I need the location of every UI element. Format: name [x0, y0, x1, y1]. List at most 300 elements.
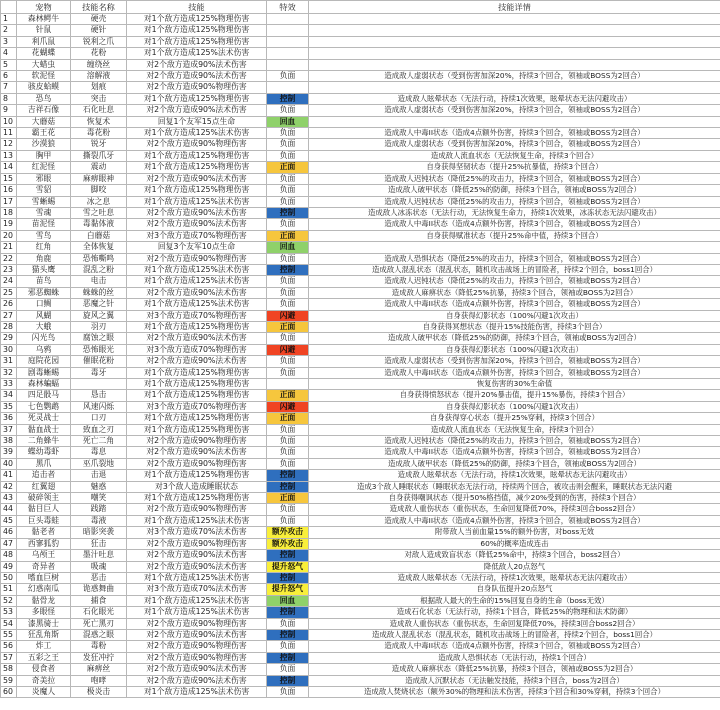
skill-name: 致血之刃 — [71, 424, 127, 435]
row-number: 43 — [1, 493, 17, 504]
row-number: 2 — [1, 25, 17, 36]
pet-name: 森林鳄牛 — [17, 14, 71, 25]
effect-tag — [267, 59, 309, 70]
row-number: 17 — [1, 196, 17, 207]
table-row — [1, 344, 720, 355]
skill-detail: 自身获得幻影状态（100%闪避1次攻击） — [309, 310, 720, 321]
skill-name: 催眠花粉 — [71, 356, 127, 367]
skill-name: 硬针 — [71, 25, 127, 36]
skill-detail: 造成敌人迟钝状态（降低25%的攻击力，持续3个回合，领袖或BOSS为2回合） — [309, 196, 720, 207]
skill-name: 混惑之眼 — [71, 629, 127, 640]
table-row — [1, 299, 720, 310]
row-number: 15 — [1, 173, 17, 184]
row-number: 5 — [1, 59, 17, 70]
skill-name: 麻痹眼神 — [71, 173, 127, 184]
skill-detail: 对敌人造成致盲状态（降低25%命中，持续3个回合，boss2回合） — [309, 550, 720, 561]
skill-name: 巫爪裂地 — [71, 458, 127, 469]
skill-description: 对2个敌方造成90%法术伤害 — [127, 664, 267, 675]
skill-description: 对1个敌方造成125%物理伤害 — [127, 379, 267, 390]
row-number: 54 — [1, 618, 17, 629]
skill-description: 对1个敌方造成125%法术伤害 — [127, 299, 267, 310]
effect-tag: 负面 — [267, 276, 309, 287]
skill-name: 吸魂 — [71, 561, 127, 572]
row-number: 31 — [1, 356, 17, 367]
pet-name: 乌颅王 — [17, 550, 71, 561]
table-row — [1, 207, 720, 218]
pet-name: 漆黑骑士 — [17, 618, 71, 629]
effect-tag: 回血 — [267, 242, 309, 253]
skill-description: 对2个敌方造成90%物理伤害 — [127, 641, 267, 652]
skill-description: 对1个敌方造成125%物理伤害 — [127, 25, 267, 36]
effect-tag: 负面 — [267, 618, 309, 629]
pet-name: 追击者 — [17, 470, 71, 481]
skill-detail: 造成敌人流血状态（无法恢复生命，持续3个回合） — [309, 424, 720, 435]
effect-tag: 负面 — [267, 664, 309, 675]
table-row — [1, 196, 720, 207]
pet-name: 软泥怪 — [17, 71, 71, 82]
row-number: 30 — [1, 344, 17, 355]
pet-name: 大蛾 — [17, 321, 71, 332]
table-row — [1, 686, 720, 697]
skill-name: 恐怖眼光 — [71, 344, 127, 355]
skill-description: 对1个敌方造成125%法术伤害 — [127, 515, 267, 526]
skill-description: 对2个敌方造成90%法术伤害 — [127, 561, 267, 572]
row-number: 23 — [1, 264, 17, 275]
table-body — [1, 14, 720, 698]
row-number: 22 — [1, 253, 17, 264]
skill-detail: 造成敌人中毒II状态（造成4点额外伤害，持续3个回合，领袖或BOSS为2回合） — [309, 447, 720, 458]
effect-tag: 额外攻击 — [267, 538, 309, 549]
row-number: 28 — [1, 321, 17, 332]
skill-description: 对1个敌方造成125%物理伤害 — [127, 390, 267, 401]
table-row — [1, 105, 720, 116]
skill-description: 对1个敌方造成125%法术伤害 — [127, 128, 267, 139]
row-number: 36 — [1, 413, 17, 424]
effect-tag: 负面 — [267, 686, 309, 697]
effect-tag: 控制 — [267, 481, 309, 492]
skill-description: 对2个敌方造成90%物理伤害 — [127, 436, 267, 447]
pet-name: 口鲷 — [17, 299, 71, 310]
skill-name: 毒花粉 — [71, 128, 127, 139]
table-row — [1, 82, 720, 93]
skill-detail: 造成敌人眩晕状态（无法行动，持续1次效果，眩晕状态无法闪避攻击） — [309, 572, 720, 583]
effect-tag: 控制 — [267, 607, 309, 618]
skill-detail: 造成敌人虚弱状态（受到伤害加深20%，持续3个回合，领袖或BOSS为2回合） — [309, 139, 720, 150]
header-skill: 技能 — [127, 1, 267, 14]
header-detail: 技能详情 — [309, 1, 720, 14]
row-number: 37 — [1, 424, 17, 435]
skill-name: 麻痹丝 — [71, 664, 127, 675]
table-row — [1, 253, 720, 264]
effect-tag: 正面 — [267, 321, 309, 332]
effect-tag: 控制 — [267, 572, 309, 583]
skill-name: 恳击 — [71, 390, 127, 401]
skill-name: 诡惑舞曲 — [71, 584, 127, 595]
skill-name: 划痕 — [71, 82, 127, 93]
skill-detail — [309, 59, 720, 70]
skill-name: 恶击 — [71, 572, 127, 583]
row-number: 7 — [1, 82, 17, 93]
effect-tag: 负面 — [267, 333, 309, 344]
table-row — [1, 401, 720, 412]
pet-name: 五彩之王 — [17, 652, 71, 663]
table-row — [1, 48, 720, 59]
effect-tag: 正面 — [267, 390, 309, 401]
effect-tag: 负面 — [267, 185, 309, 196]
skill-detail: 造成敌人中毒II状态（造成4点额外伤害，持续3个回合，领袖或BOSS为2回合） — [309, 128, 720, 139]
skill-detail: 根据敌人最大的生命的15%回复自身的生命（boss无效） — [309, 595, 720, 606]
skill-detail: 自身队伍提升20点怒气 — [309, 584, 720, 595]
pet-name: 奇美拉 — [17, 675, 71, 686]
table-row — [1, 675, 720, 686]
pet-name: 骷血战士 — [17, 424, 71, 435]
pet-name: 闪光鸟 — [17, 333, 71, 344]
table-row — [1, 584, 720, 595]
effect-tag: 闪避 — [267, 401, 309, 412]
skill-detail: 造成敌人混乱状态（混乱状态，随机攻击战场上的冒险者，持续2个回合，boss1回合） — [309, 264, 720, 275]
row-number: 4 — [1, 48, 17, 59]
table-row — [1, 356, 720, 367]
effect-tag — [267, 48, 309, 59]
skill-name: 旋风之翼 — [71, 310, 127, 321]
pet-name: 炎魔人 — [17, 686, 71, 697]
effect-tag: 负面 — [267, 458, 309, 469]
skill-detail: 造成敌人眩晕状态（无法行动，持续1次效果，眩晕状态无法闪避攻击） — [309, 470, 720, 481]
skill-detail: 自身获得幻影状态（100%闪避1次攻击） — [309, 344, 720, 355]
pet-name: 二角蜂牛 — [17, 436, 71, 447]
table-row — [1, 527, 720, 538]
pet-name: 嗜血巨树 — [17, 572, 71, 583]
skill-description: 对2个敌方造成90%法术伤害 — [127, 59, 267, 70]
skill-description: 对3个敌方造成70%物理伤害 — [127, 401, 267, 412]
skill-description: 对2个敌方造成90%法术伤害 — [127, 629, 267, 640]
skill-description: 对1个敌方造成125%法术伤害 — [127, 572, 267, 583]
pet-name: 苗泥怪 — [17, 219, 71, 230]
pet-name: 幻惑南瓜 — [17, 584, 71, 595]
pet-name: 侵食者 — [17, 664, 71, 675]
row-number: 14 — [1, 162, 17, 173]
skill-name: 雪之吐息 — [71, 207, 127, 218]
table-row — [1, 664, 720, 675]
row-number: 12 — [1, 139, 17, 150]
effect-tag — [267, 379, 309, 390]
skill-name: 嘲笑 — [71, 493, 127, 504]
skill-description: 对2个敌方造成90%法术伤害 — [127, 219, 267, 230]
skill-name: 白蘑菇 — [71, 230, 127, 241]
row-number: 25 — [1, 287, 17, 298]
skill-detail — [309, 25, 720, 36]
pet-name: 红翼翅 — [17, 481, 71, 492]
table-row — [1, 71, 720, 82]
effect-tag: 负面 — [267, 641, 309, 652]
row-number: 38 — [1, 436, 17, 447]
table-row — [1, 515, 720, 526]
row-number: 3 — [1, 36, 17, 47]
skill-name: 毒液 — [71, 515, 127, 526]
header-pet: 宠物 — [17, 1, 71, 14]
effect-tag: 正面 — [267, 493, 309, 504]
skill-detail: 造成敌人恐惧状态（无法行动，持续1个回合） — [309, 652, 720, 663]
skill-detail — [309, 36, 720, 47]
row-number: 32 — [1, 367, 17, 378]
skill-name: 毒粉 — [71, 641, 127, 652]
row-number: 58 — [1, 664, 17, 675]
skill-detail: 自身获得愤怒状态（提升20%暴击值，提升15%暴伤，持续3个回合） — [309, 390, 720, 401]
skill-detail: 造成3个敌人睡眠状态（睡眠状态无法行动，持续两个回合，被攻击则会醒来，睡眠状态无法闪避 — [309, 481, 720, 492]
skill-name: 锐利之爪 — [71, 36, 127, 47]
skill-detail: 造成敌人中毒II状态（造成4点额外伤害，持续3个回合，领袖或BOSS为2回合） — [309, 515, 720, 526]
row-number: 41 — [1, 470, 17, 481]
skill-description: 对1个敌方造成125%物理伤害 — [127, 424, 267, 435]
table-row — [1, 185, 720, 196]
skill-detail: 造成敌人破甲状态（降低25%的防御，持续3个回合，领袖或BOSS为2回合） — [309, 333, 720, 344]
pet-name: 多眼怪 — [17, 607, 71, 618]
pet-name: 巨头毒蛙 — [17, 515, 71, 526]
table-row — [1, 390, 720, 401]
pet-name: 大蜡虫 — [17, 59, 71, 70]
row-number: 10 — [1, 116, 17, 127]
skill-description: 对1个敌方造成125%物理伤害 — [127, 14, 267, 25]
row-number: 9 — [1, 105, 17, 116]
pet-name: 猫头鹰 — [17, 264, 71, 275]
pet-name: 炸工 — [17, 641, 71, 652]
pet-name: 骷骨龙 — [17, 595, 71, 606]
skill-detail: 造成石化状态（无法行动，持续1个回合，降低25%的物理和法术防御） — [309, 607, 720, 618]
effect-tag: 控制 — [267, 93, 309, 104]
skill-detail: 附带敌人当前血量15%的额外伤害，对boss无效 — [309, 527, 720, 538]
skill-name: 腐蚀之眼 — [71, 333, 127, 344]
header-row — [1, 1, 720, 14]
skill-description: 对1个敌方造成125%法术伤害 — [127, 264, 267, 275]
skill-description: 对1个敌方造成125%物理伤害 — [127, 470, 267, 481]
table-row — [1, 116, 720, 127]
table-row — [1, 493, 720, 504]
row-number: 16 — [1, 185, 17, 196]
table-row — [1, 36, 720, 47]
skill-name: 撕裂爪牙 — [71, 150, 127, 161]
effect-tag: 控制 — [267, 675, 309, 686]
skill-name: 暗影突袭 — [71, 527, 127, 538]
table-row — [1, 550, 720, 561]
skill-description: 对1个敌方造成125%物理伤害 — [127, 150, 267, 161]
skill-description: 对2个敌方造成90%物理伤害 — [127, 538, 267, 549]
table-row — [1, 25, 720, 36]
skill-name: 溶解液 — [71, 71, 127, 82]
skill-description: 对1个敌方造成125%法术伤害 — [127, 607, 267, 618]
skill-name: 石化眼光 — [71, 607, 127, 618]
skill-name: 震动 — [71, 162, 127, 173]
table-row — [1, 504, 720, 515]
table-row — [1, 538, 720, 549]
row-number: 45 — [1, 515, 17, 526]
effect-tag: 负面 — [267, 196, 309, 207]
table-row — [1, 128, 720, 139]
skill-detail: 造成敌人冰冻状态（无法行动，无法恢复生命力，持续1次效果，冰冻状态无法闪避攻击） — [309, 207, 720, 218]
row-number: 20 — [1, 230, 17, 241]
pet-name: 沙漠狼 — [17, 139, 71, 150]
skill-description: 对1个敌方造成125%物理伤害 — [127, 36, 267, 47]
pet-name: 大蘑菇 — [17, 116, 71, 127]
skill-name: 石化吐息 — [71, 105, 127, 116]
table-row — [1, 379, 720, 390]
pet-name: 邪眼 — [17, 173, 71, 184]
skill-name: 极炎击 — [71, 686, 127, 697]
skill-description: 对2个敌方造成90%物理伤害 — [127, 458, 267, 469]
skill-name: 魅惑 — [71, 481, 127, 492]
effect-tag: 负面 — [267, 139, 309, 150]
skill-description: 对1个敌方造成125%物理伤害 — [127, 413, 267, 424]
skill-detail: 自身获得坚韧状态（提升25%抗暴值，持续3个回合） — [309, 162, 720, 173]
effect-tag: 负面 — [267, 287, 309, 298]
skill-description: 对2个敌方造成90%物理伤害 — [127, 253, 267, 264]
skill-name: 咆哮 — [71, 675, 127, 686]
row-number: 19 — [1, 219, 17, 230]
table-row — [1, 572, 720, 583]
effect-tag: 正面 — [267, 413, 309, 424]
row-number: 53 — [1, 607, 17, 618]
skill-name: 冰之息 — [71, 196, 127, 207]
effect-tag: 负面 — [267, 504, 309, 515]
effect-tag: 回血 — [267, 116, 309, 127]
table-row — [1, 139, 720, 150]
row-number: 47 — [1, 538, 17, 549]
pet-name: 风蝴 — [17, 310, 71, 321]
row-number: 11 — [1, 128, 17, 139]
skill-name: 恶魔之针 — [71, 299, 127, 310]
skill-detail: 造成敌人重伤状态（重伤状态，生命回复降低70%，持续3回合boss2回合） — [309, 504, 720, 515]
row-number: 21 — [1, 242, 17, 253]
row-number: 34 — [1, 390, 17, 401]
skill-description: 对1个敌方造成125%物理伤害 — [127, 321, 267, 332]
pet-name: 乌鸦 — [17, 344, 71, 355]
skill-detail: 造成敌人破甲状态（降低25%的防御，持续3个回合，领袖或BOSS为2回合） — [309, 185, 720, 196]
skill-description: 对3个敌方造成70%法术伤害 — [127, 527, 267, 538]
table-row — [1, 230, 720, 241]
effect-tag — [267, 36, 309, 47]
pet-name: 雪魂 — [17, 207, 71, 218]
skill-description: 对1个敌方造成125%物理伤害 — [127, 185, 267, 196]
pet-name: 胸甲 — [17, 150, 71, 161]
table-row — [1, 287, 720, 298]
skill-name: 死亡黑刃 — [71, 618, 127, 629]
skill-detail: 造成敌人中毒II状态（造成4点额外伤害，持续3个回合，领袖或BOSS为2回合） — [309, 367, 720, 378]
skill-name: 墨汁吐息 — [71, 550, 127, 561]
skill-detail: 造成敌人麻痹状态（降低25%抗暴，持续3个回合，领袖或BOSS为2回合） — [309, 664, 720, 675]
pet-name: 剧毒蜥蜴 — [17, 367, 71, 378]
skill-description: 对3个敌方造成70%物理伤害 — [127, 344, 267, 355]
table-row — [1, 595, 720, 606]
table-row — [1, 481, 720, 492]
row-number: 48 — [1, 550, 17, 561]
skill-description: 对2个敌方造成90%物理伤害 — [127, 504, 267, 515]
row-number: 44 — [1, 504, 17, 515]
table-row — [1, 641, 720, 652]
skill-name: 花粉 — [71, 48, 127, 59]
skill-name: 毒黏体液 — [71, 219, 127, 230]
skill-description: 对1个敌方造成125%物理伤害 — [127, 93, 267, 104]
row-number: 33 — [1, 379, 17, 390]
skill-detail: 造成敌人重伤状态（重伤状态，生命回复降低70%，持续3回合boss2回合） — [309, 618, 720, 629]
pet-name: 西寥狐豹 — [17, 538, 71, 549]
effect-tag: 负面 — [267, 436, 309, 447]
skill-detail: 自身获得嘲讽状态（提升50%格挡值，减少20%受到的伤害，持续3个回合） — [309, 493, 720, 504]
effect-tag: 正面 — [267, 230, 309, 241]
skill-description: 回复3个友军10点生命 — [127, 242, 267, 253]
skill-name: 毒牙 — [71, 367, 127, 378]
skill-name: 全体恢复 — [71, 242, 127, 253]
skill-description: 对2个敌方造成90%法术伤害 — [127, 173, 267, 184]
table-row — [1, 413, 720, 424]
row-number: 57 — [1, 652, 17, 663]
pet-name: 针鼠 — [17, 25, 71, 36]
skill-description: 对1个敌方造成125%法术伤害 — [127, 686, 267, 697]
pet-name: 骇皮蛤蟆 — [17, 82, 71, 93]
skill-detail: 自身获得冥想状态（提升15%技能伤害，持续3个回合） — [309, 321, 720, 332]
skill-description: 对3个敌方造成70%物理伤害 — [127, 230, 267, 241]
skill-name: 发狂冲拧 — [71, 652, 127, 663]
skill-description: 对2个敌方造成90%法术伤害 — [127, 675, 267, 686]
pet-name: 森林蝙蝠 — [17, 379, 71, 390]
skill-detail: 造成敌人迟钝状态（降低25%的攻击力，持续3个回合，领袖或BOSS为2回合） — [309, 173, 720, 184]
pet-name: 红泥怪 — [17, 162, 71, 173]
header-skill-name: 技能名称 — [71, 1, 127, 14]
effect-tag: 回血 — [267, 595, 309, 606]
row-number: 40 — [1, 458, 17, 469]
pet-name: 骷目巨人 — [17, 504, 71, 515]
effect-tag: 负面 — [267, 105, 309, 116]
skill-detail — [309, 82, 720, 93]
table-row — [1, 458, 720, 469]
skill-description: 对2个敌方造成90%物理伤害 — [127, 652, 267, 663]
table-row — [1, 447, 720, 458]
row-number: 49 — [1, 561, 17, 572]
skill-name: 风速闪烁 — [71, 401, 127, 412]
pet-name: 邪恶蜘蛛 — [17, 287, 71, 298]
effect-tag: 负面 — [267, 299, 309, 310]
pet-name: 奇异者 — [17, 561, 71, 572]
skill-name: 恢复术 — [71, 116, 127, 127]
row-number: 26 — [1, 299, 17, 310]
effect-tag: 提升怒气 — [267, 561, 309, 572]
skill-detail — [309, 242, 720, 253]
effect-tag: 负面 — [267, 356, 309, 367]
effect-tag: 控制 — [267, 550, 309, 561]
skill-description: 对3个敌人造成睡眠状态 — [127, 481, 267, 492]
effect-tag: 闪避 — [267, 344, 309, 355]
table-row — [1, 424, 720, 435]
skill-name: 混乱之粉 — [71, 264, 127, 275]
effect-tag: 闪避 — [267, 310, 309, 321]
skill-description: 对2个敌方造成90%法术伤害 — [127, 356, 267, 367]
table-row — [1, 150, 720, 161]
table-row — [1, 436, 720, 447]
skill-name: 硬壳 — [71, 14, 127, 25]
skill-name: 死亡二角 — [71, 436, 127, 447]
row-number: 13 — [1, 150, 17, 161]
skill-detail: 造成敌人沉默状态（无法触发技能，持续3个回合，boss为2回合） — [309, 675, 720, 686]
skill-description: 对1个敌方造成125%法术伤害 — [127, 48, 267, 59]
pet-name: 庭院花园 — [17, 356, 71, 367]
skill-detail: 自身获得穿心状态（提升25%穿刺，持续3个回合） — [309, 413, 720, 424]
effect-tag: 提升怒气 — [267, 584, 309, 595]
skill-detail: 造成敌人眩晕状态（无法行动，持续1次效果，眩晕状态无法闪避攻击） — [309, 93, 720, 104]
pet-name: 骷老者 — [17, 527, 71, 538]
skill-detail: 造成敌人麻痹状态（降低25%抗暴，持续3个回合，领袖或BOSS为2回合） — [309, 287, 720, 298]
skill-description: 回复1个友军15点生命 — [127, 116, 267, 127]
skill-detail: 造成敌人破甲状态（降低25%的防御，持续3个回合，领袖或BOSS为2回合） — [309, 458, 720, 469]
skill-description: 对2个敌方造成90%法术伤害 — [127, 550, 267, 561]
skill-detail: 造成敌人中毒II状态（造成4点额外伤害，持续3个回合，领袖或BOSS为2回合） — [309, 641, 720, 652]
